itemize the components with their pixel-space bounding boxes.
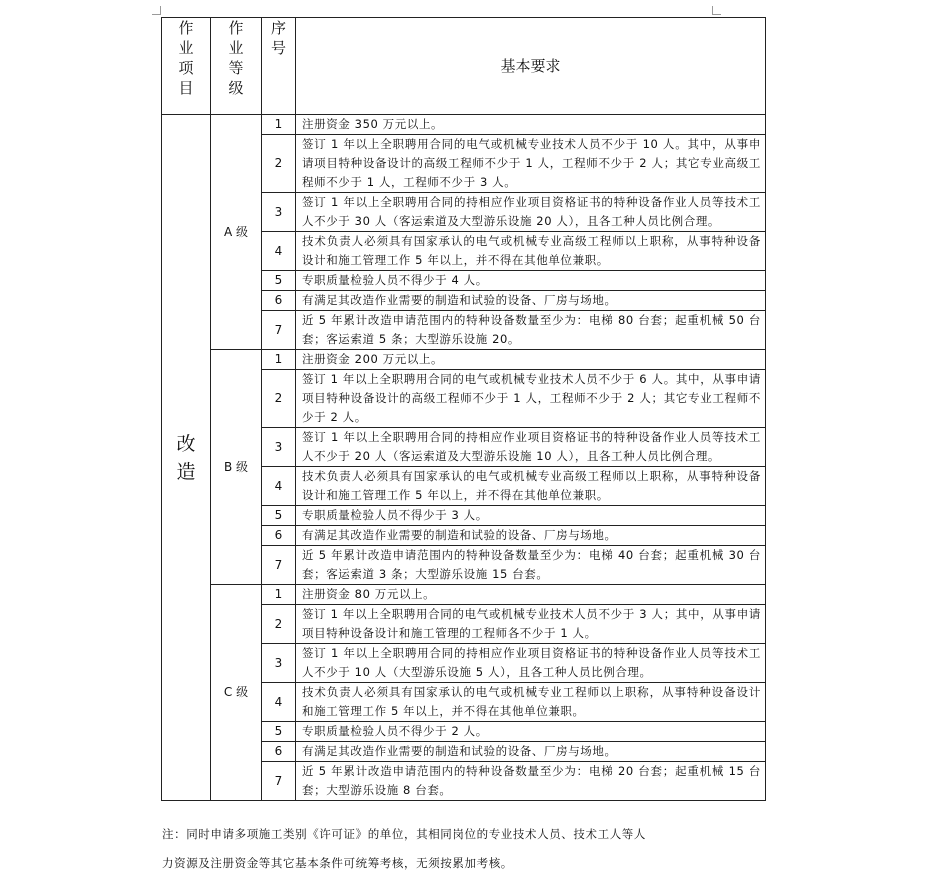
requirement-text: 技术负责人必须具有国家承认的电气或机械专业高级工程师以上职称，从事特种设备设计和施工管理工作 5 年以上，并不得在其他单位兼职。 [296, 232, 766, 271]
requirement-text: 专职质量检验人员不得少于 3 人。 [296, 506, 766, 526]
requirement-text: 专职质量检验人员不得少于 4 人。 [296, 271, 766, 291]
requirement-text: 有满足其改造作业需要的制造和试验的设备、厂房与场地。 [296, 291, 766, 311]
table-row [162, 350, 766, 370]
level-b-cell: B 级 [211, 350, 262, 585]
row-number: 3 [262, 644, 296, 683]
requirement-text: 签订 1 年以上全职聘用合同的持相应作业项目资格证书的特种设备作业人员等技术工人不少于 10 人（大型游乐设施 5 人），且各工种人员比例合理。 [296, 644, 766, 683]
table-row [162, 115, 766, 135]
requirement-text: 签订 1 年以上全职聘用合同的电气或机械专业技术人员不少于 6 人。其中，从事申请项目特种设备设计的高级工程师不少于 1 人，工程师不少于 2 人；其它专业工程师不少于 2 人。 [296, 370, 766, 428]
requirement-text: 近 5 年累计改造申请范围内的特种设备数量至少为：电梯 80 台套；起重机械 50 台套；客运索道 5 条；大型游乐设施 20。 [296, 311, 766, 350]
row-number: 1 [262, 585, 296, 605]
level-a-cell: A 级 [211, 115, 262, 350]
requirement-text: 专职质量检验人员不得少于 2 人。 [296, 722, 766, 742]
row-number: 4 [262, 467, 296, 506]
requirements-table [161, 17, 766, 801]
requirement-text: 技术负责人必须具有国家承认的电气或机械专业高级工程师以上职称，从事特种设备设计和施工管理工作 5 年以上，并不得在其他单位兼职。 [296, 467, 766, 506]
row-number: 5 [262, 271, 296, 291]
row-number: 1 [262, 350, 296, 370]
row-number: 6 [262, 291, 296, 311]
row-number: 5 [262, 722, 296, 742]
row-number: 2 [262, 135, 296, 193]
row-number: 4 [262, 232, 296, 271]
row-number: 6 [262, 742, 296, 762]
requirement-text: 签订 1 年以上全职聘用合同的电气或机械专业技术人员不少于 10 人。其中，从事申请项目特种设备设计的高级工程师不少于 1 人，工程师不少于 2 人；其它专业高级工程师不少于 1 人，工程师不少于 3 人。 [296, 135, 766, 193]
requirement-text: 有满足其改造作业需要的制造和试验的设备、厂房与场地。 [296, 742, 766, 762]
row-number: 3 [262, 193, 296, 232]
row-number: 1 [262, 115, 296, 135]
project-name-cell: 改 造 [162, 115, 211, 801]
requirement-text: 签订 1 年以上全职聘用合同的电气或机械专业技术人员不少于 3 人；其中，从事申请项目特种设备设计和施工管理的工程师各不少于 1 人。 [296, 605, 766, 644]
header-number: 序 号 [262, 18, 296, 115]
requirement-text: 注册资金 200 万元以上。 [296, 350, 766, 370]
header-level: 作 业 等 级 [211, 18, 262, 115]
table-row [162, 585, 766, 605]
row-number: 5 [262, 506, 296, 526]
requirement-text: 技术负责人必须具有国家承认的电气或机械专业工程师以上职称，从事特种设备设计和施工管理工作 5 年以上，并不得在其他单位兼职。 [296, 683, 766, 722]
requirement-text: 注册资金 80 万元以上。 [296, 585, 766, 605]
level-c-cell: C 级 [211, 585, 262, 801]
requirement-text: 注册资金 350 万元以上。 [296, 115, 766, 135]
crop-mark-left [152, 6, 161, 15]
crop-mark-right [712, 6, 721, 15]
header-requirements: 基本要求 [296, 18, 766, 115]
requirement-text: 有满足其改造作业需要的制造和试验的设备、厂房与场地。 [296, 526, 766, 546]
requirement-text: 近 5 年累计改造申请范围内的特种设备数量至少为：电梯 20 台套；起重机械 15 台套；大型游乐设施 8 台套。 [296, 762, 766, 801]
row-number: 7 [262, 311, 296, 350]
row-number: 4 [262, 683, 296, 722]
requirement-text: 签订 1 年以上全职聘用合同的持相应作业项目资格证书的特种设备作业人员等技术工人不少于 30 人（客运索道及大型游乐设施 20 人），且各工种人员比例合理。 [296, 193, 766, 232]
footnote-line-1: 注：同时申请多项施工类别《许可证》的单位，其相同岗位的专业技术人员、技术工人等人 [162, 827, 646, 841]
header-project: 作 业 项 目 [162, 18, 211, 115]
row-number: 2 [262, 605, 296, 644]
row-number: 3 [262, 428, 296, 467]
row-number: 2 [262, 370, 296, 428]
footnote-line-2: 力资源及注册资金等其它基本条件可统筹考核，无须按累加考核。 [162, 856, 513, 870]
requirement-text: 近 5 年累计改造申请范围内的特种设备数量至少为：电梯 40 台套；起重机械 30 台套；客运索道 3 条；大型游乐设施 15 台套。 [296, 546, 766, 585]
requirement-text: 签订 1 年以上全职聘用合同的持相应作业项目资格证书的特种设备作业人员等技术工人不少于 20 人（客运索道及大型游乐设施 10 人），且各工种人员比例合理。 [296, 428, 766, 467]
row-number: 6 [262, 526, 296, 546]
row-number: 7 [262, 546, 296, 585]
table-header-row [162, 18, 766, 115]
row-number: 7 [262, 762, 296, 801]
